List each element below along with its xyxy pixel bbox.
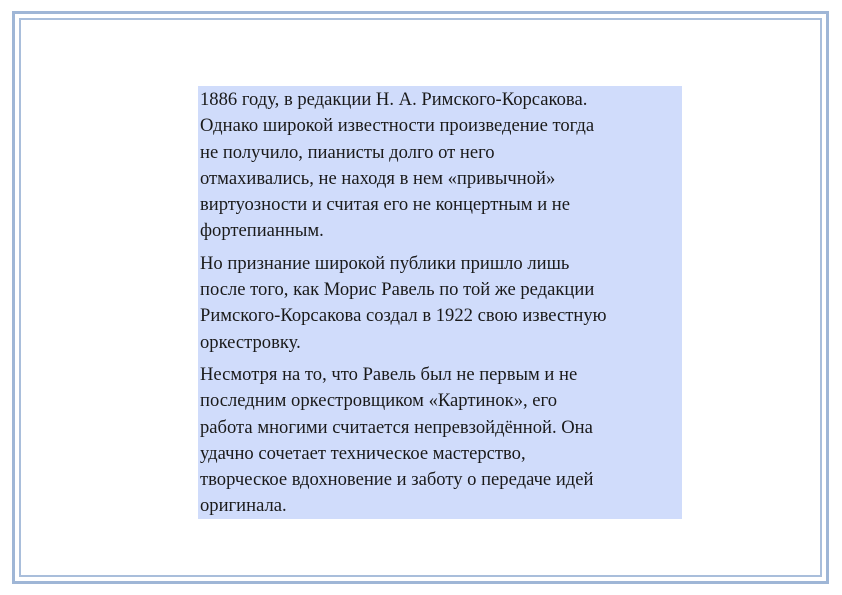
text-line: не получило, пианисты долго от него bbox=[200, 141, 495, 163]
text-line: оркестровку. bbox=[200, 331, 301, 353]
text-line: отмахивались, не находя в нем «привычной» bbox=[200, 167, 556, 189]
text-line: оригинала. bbox=[200, 495, 287, 517]
text-line: 1886 году, в редакции Н. А. Римского-Корсакова. bbox=[200, 89, 588, 110]
text-line: творческое вдохновение и заботу о передаче идей bbox=[200, 469, 594, 491]
text-line: виртуозности и считая его не концертным и не bbox=[200, 194, 571, 216]
paragraph-1 bbox=[200, 87, 680, 245]
text-line: фортепианным. bbox=[200, 220, 324, 242]
text-line: Несмотря на то, что Равель был не первым и не bbox=[200, 363, 578, 385]
text-line: Римского-Корсакова создал в 1922 свою известную bbox=[200, 305, 607, 327]
text-line: работа многими считается непревзойдённой. Она bbox=[200, 416, 593, 438]
paragraph-3 bbox=[200, 362, 680, 520]
text-line: Однако широкой известности произведение тогда bbox=[200, 115, 595, 137]
text-line: после того, как Морис Равель по той же редакции bbox=[200, 279, 595, 301]
text-box bbox=[198, 86, 682, 519]
paragraph-2 bbox=[200, 251, 680, 356]
text-line: Но признание широкой публики пришло лишь bbox=[200, 252, 570, 274]
text-line: удачно сочетает техническое мастерство, bbox=[200, 442, 526, 464]
text-line: последним оркестровщиком «Картинок», его bbox=[200, 390, 558, 412]
